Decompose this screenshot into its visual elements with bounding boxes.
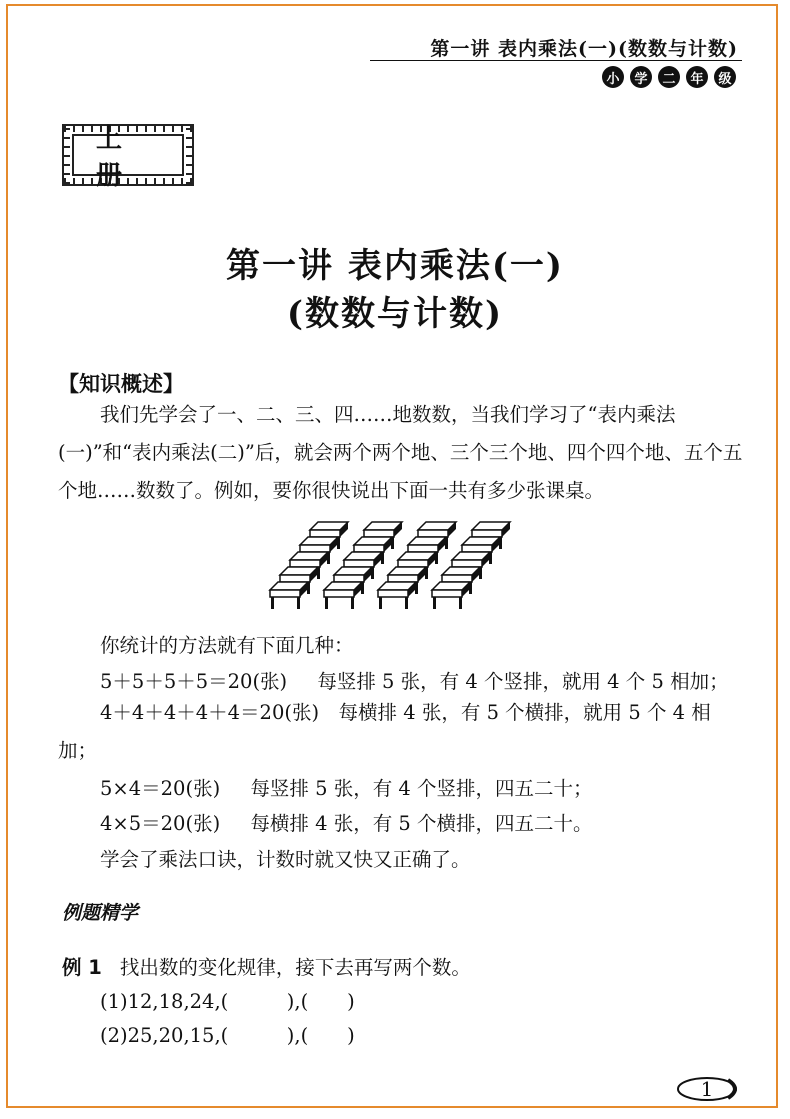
header-rule [370, 60, 742, 61]
badge-4: 年 [686, 66, 708, 88]
volume-ornament-box [62, 124, 194, 191]
page-number-text: 1 [700, 1077, 714, 1101]
question-1: (1)12,18,24,( ),( ) [100, 990, 355, 1013]
desk-20 [432, 582, 470, 609]
desks-illustration [262, 516, 544, 616]
desk-17 [270, 582, 308, 609]
example-1-text: 找出数的变化规律，接下去再写两个数。 [119, 956, 471, 979]
badge-2: 学 [630, 66, 652, 88]
chapter-title-line2: (数数与计数) [286, 294, 504, 334]
method-2: 4＋4＋4＋4＋4＝20(张) 每横排 4 张，有 5 个横排，就用 5 个 4 相加； [58, 701, 711, 762]
method-3-equation: 5×4＝20(张) [100, 777, 221, 800]
knowledge-paragraph: 我们先学会了一、二、三、四……地数数，当我们学习了“表内乘法(一)”和“表内乘法(二)”后，就会两个两个地、三个三个地、四个四个地、五个五个地……数数了。例如，要你很快说出下面一共有多少张课桌。 [58, 403, 743, 502]
knowledge-heading: 【知识概述】 [58, 372, 184, 396]
method-4 [100, 808, 593, 836]
badge-3: 二 [658, 66, 680, 88]
conclusion: 学会了乘法口诀，计数时就又快又正确了。 [100, 848, 471, 871]
grade-badges [602, 66, 736, 88]
method-1 [100, 666, 729, 694]
desk-18 [324, 582, 362, 609]
method-1-description: 每竖排 5 张，有 4 个竖排，就用 4 个 5 相加； [317, 670, 729, 693]
chapter-title-line1: 第一讲 表内乘法(一) [225, 246, 564, 286]
method-3-description: 每竖排 5 张，有 4 个竖排，四五二十； [250, 777, 593, 800]
question-2: (2)25,20,15,( ),( ) [100, 1024, 355, 1047]
badge-1: 小 [602, 66, 624, 88]
page-number [676, 1076, 742, 1102]
running-header-title: 第一讲 表内乘法(一)(数数与计数) [430, 38, 738, 60]
badge-5: 级 [714, 66, 736, 88]
example-1-label: 例 1 [62, 956, 102, 979]
method-3 [100, 773, 593, 801]
examples-heading: 例题精学 [62, 902, 139, 924]
volume-label: 上册 [72, 134, 184, 176]
method-1-equation: 5＋5＋5＋5＝20(张) [100, 670, 288, 693]
method-4-description: 每横排 4 张，有 5 个横排，四五二十。 [250, 812, 593, 835]
desk-19 [378, 582, 416, 609]
example-1 [62, 952, 471, 980]
method-4-equation: 4×5＝20(张) [100, 812, 221, 835]
methods-intro: 你统计的方法就有下面几种： [100, 634, 354, 657]
